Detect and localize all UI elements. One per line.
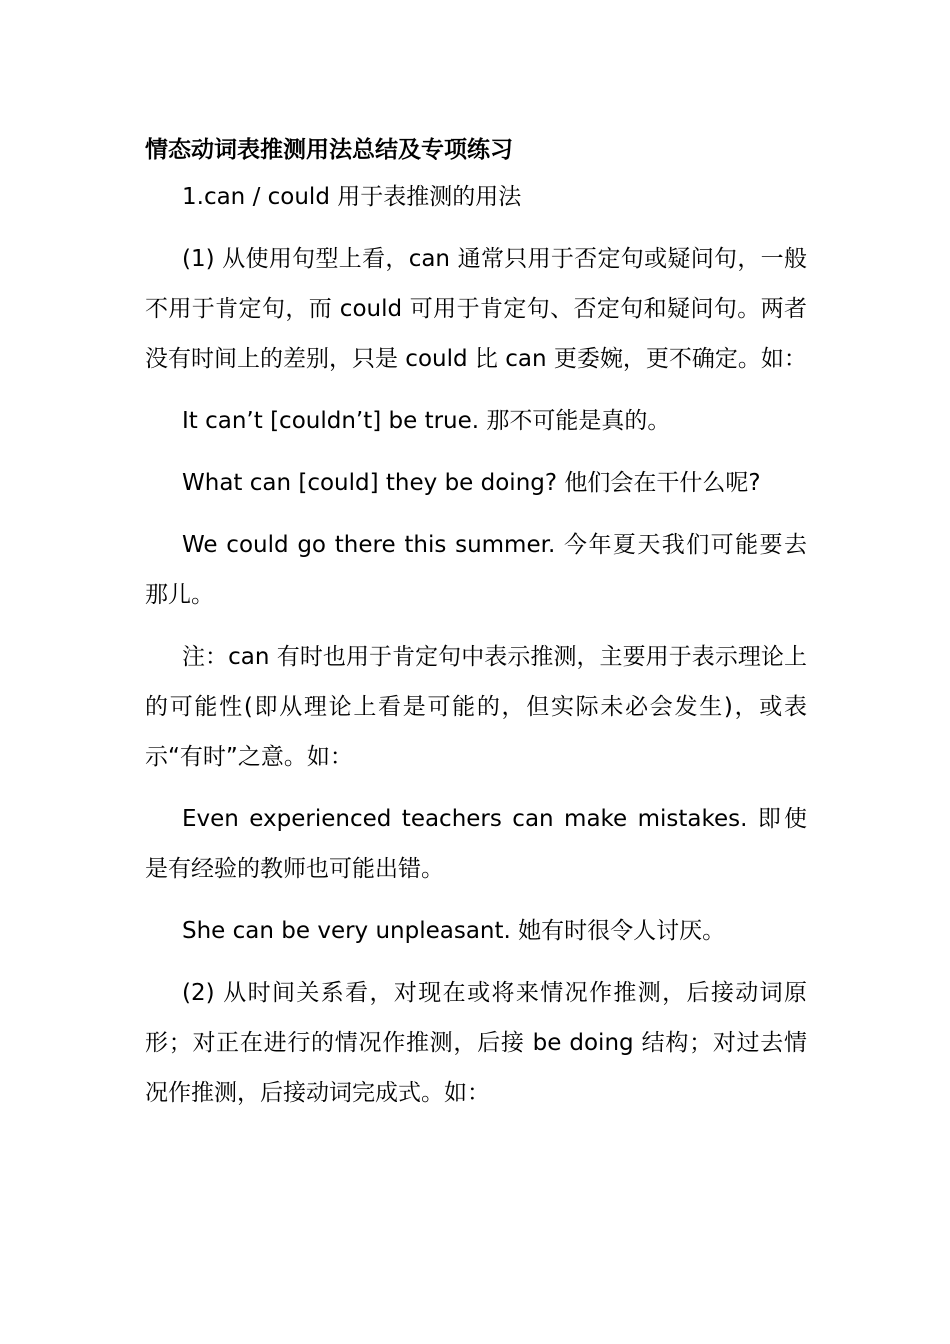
document-title: 情态动词表推测用法总结及专项练习 (145, 137, 513, 163)
note-paragraph: 注：can 有时也用于肯定句中表示推测，主要用于表示理论上的可能性(即从理论上看是可能的，但实际未必会发生)，或表示“有时”之意。如： (145, 644, 807, 770)
paragraph-usage-2: (2) 从时间关系看，对现在或将来情况作推测，后接动词原形；对正在进行的情况作推测，后接 be doing 结构；对过去情况作推测，后接动词完成式。如： (145, 980, 807, 1106)
paragraph-usage-1: (1) 从使用句型上看，can 通常只用于否定句或疑问句，一般不用于肯定句，而 could 可用于肯定句、否定句和疑问句。两者没有时间上的差别，只是 could 比 can 更委婉，更不确定。如： (145, 246, 807, 372)
example-sentence-2: What can [could] they be doing? 他们会在干什么呢? (182, 470, 761, 496)
document-body (145, 128, 807, 1130)
example-sentence-1: It can’t [couldn’t] be true. 那不可能是真的。 (182, 408, 671, 434)
example-sentence-3: We could go there this summer. 今年夏天我们可能要去那儿。 (145, 532, 807, 608)
section-heading: 1.can / could 用于表推测的用法 (182, 184, 522, 210)
example-sentence-5: She can be very unpleasant. 她有时很令人讨厌。 (182, 918, 726, 944)
example-sentence-4: Even experienced teachers can make mistakes. 即使是有经验的教师也可能出错。 (145, 806, 807, 882)
